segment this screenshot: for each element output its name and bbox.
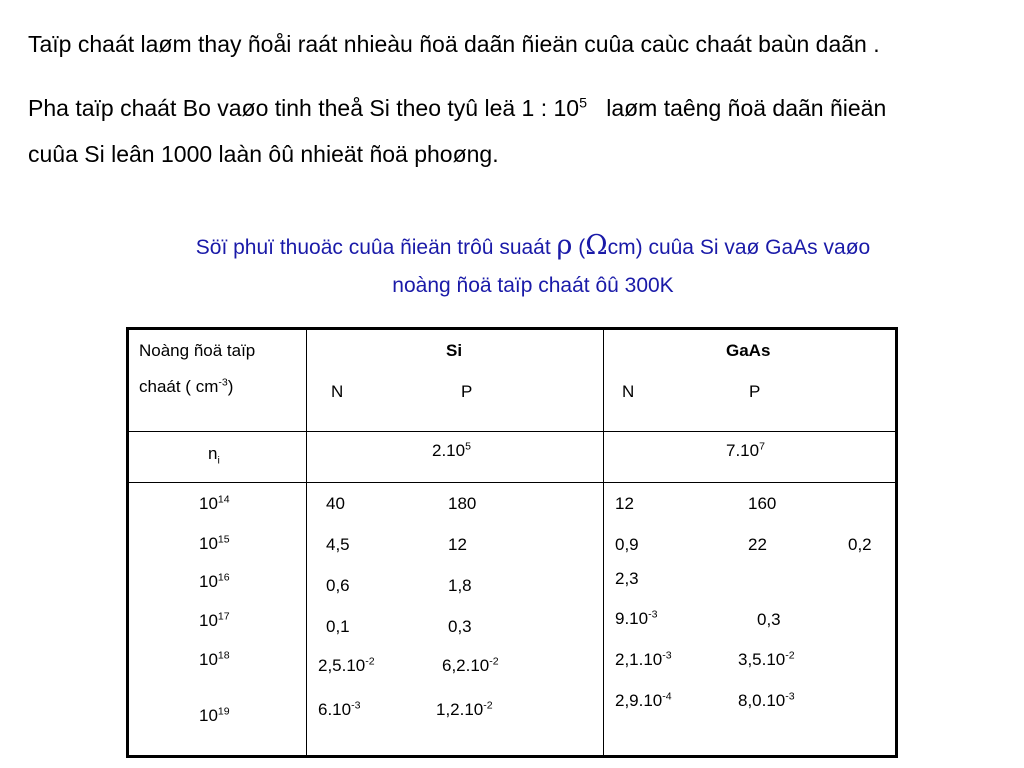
header-unit-text: chaát ( cm xyxy=(139,377,219,396)
conc-base: 10 xyxy=(199,611,218,630)
gaas-p-value: 0,3 xyxy=(757,610,781,629)
header-si xyxy=(446,341,462,361)
si-n-r4 xyxy=(326,617,350,637)
gaas-n-r3 xyxy=(615,609,657,629)
gaas-n-exponent: -4 xyxy=(662,690,672,703)
gaas-n-value: 12 xyxy=(615,494,634,513)
intro-paragraph xyxy=(28,28,880,60)
si-n-base: 2,5.10 xyxy=(318,656,366,675)
table-border-right xyxy=(895,327,898,758)
rho-symbol: ρ xyxy=(556,230,573,261)
gaas-p-value: 160 xyxy=(748,494,777,513)
si-p-r3 xyxy=(448,576,472,596)
gaas-n-base: 2,9.10 xyxy=(615,691,663,710)
caption-text-after: cm) cuûa Si vaø GaAs vaøo xyxy=(607,236,871,259)
header-concentration-unit xyxy=(139,377,233,397)
conc-exponent: 17 xyxy=(217,610,230,623)
conc-base: 10 xyxy=(199,534,218,553)
header-concentration-line1: Noàng ñoä taïp xyxy=(139,341,256,360)
conc-base: 10 xyxy=(199,494,218,513)
header-gaas-n xyxy=(622,382,634,402)
header-si-label: Si xyxy=(446,341,463,360)
table-divider-col2 xyxy=(603,327,604,758)
conc-exponent: 19 xyxy=(217,705,230,718)
si-p-r6 xyxy=(436,700,493,720)
doping-effect-text: laøm taêng ñoä daãn ñieän xyxy=(606,95,887,121)
header-unit-exponent: -3 xyxy=(218,376,228,389)
doping-ratio-text: Pha taïp chaát Bo vaøo tinh theå Si theo tyû leä 1 : 10 xyxy=(28,95,580,121)
gaas-p-exponent: -3 xyxy=(785,690,795,703)
gaas-p-r5 xyxy=(738,691,795,711)
header-unit-close: ) xyxy=(227,377,234,396)
gaas-extra-r2 xyxy=(848,535,872,555)
header-si-p xyxy=(461,382,472,402)
si-p-exponent: -2 xyxy=(489,655,499,668)
gaas-n-exponent: -3 xyxy=(662,649,672,662)
ni-gaas-value xyxy=(726,441,765,461)
si-p-r5 xyxy=(442,656,499,676)
header-gaas-label: GaAs xyxy=(726,341,771,360)
boron-doping-paragraph xyxy=(28,92,886,124)
ni-label-subscript: i xyxy=(217,454,220,467)
header-si-n xyxy=(331,382,343,402)
gaas-p-r3 xyxy=(757,610,781,630)
intro-text: Taïp chaát laøm thay ñoåi raát nhieàu ñoä daãn ñieän cuûa caùc chaát baùn daãn . xyxy=(28,31,880,57)
si-p-exponent: -2 xyxy=(483,699,493,712)
omega-symbol: Ω xyxy=(585,230,608,261)
conc-exponent: 16 xyxy=(217,571,230,584)
gaas-extra-value: 0,2 xyxy=(848,535,872,554)
table-divider-col1 xyxy=(306,327,307,758)
header-concentration xyxy=(139,341,255,361)
gaas-p-value: 22 xyxy=(748,535,767,554)
gaas-p-r1 xyxy=(748,494,776,514)
header-si-n-label: N xyxy=(331,382,344,401)
conc-1e14 xyxy=(199,494,230,514)
caption-text-line2: noàng ñoä taïp chaát ôû 300K xyxy=(392,274,674,297)
conc-base: 10 xyxy=(199,572,218,591)
gaas-n-value: 0,9 xyxy=(615,535,639,554)
si-p-value: 12 xyxy=(448,535,467,554)
conc-1e15 xyxy=(199,534,230,554)
gaas-p-base: 3,5.10 xyxy=(738,650,786,669)
si-p-r2 xyxy=(448,535,467,555)
gaas-n-base: 9.10 xyxy=(615,609,649,628)
caption-text: Söï phuï thuoäc cuûa ñieän trôû suaát xyxy=(195,236,557,259)
table-divider-row2 xyxy=(126,482,898,483)
table-border-left xyxy=(126,327,129,758)
si-n-r6 xyxy=(318,700,360,720)
si-p-base: 6,2.10 xyxy=(442,656,490,675)
header-gaas-p-label: P xyxy=(749,382,761,401)
conc-1e18 xyxy=(199,650,230,670)
si-n-r2 xyxy=(326,535,350,555)
si-p-value: 180 xyxy=(448,494,477,513)
gaas-n-r4 xyxy=(615,650,672,670)
si-p-base: 1,2.10 xyxy=(436,700,484,719)
si-n-r1 xyxy=(326,494,345,514)
ni-si-base: 2.10 xyxy=(432,441,466,460)
caption-paren: ( xyxy=(572,236,586,259)
table-divider-row1 xyxy=(126,431,898,432)
si-n-value: 0,1 xyxy=(326,617,350,636)
conc-1e17 xyxy=(199,611,230,631)
gaas-wrap-r2 xyxy=(615,569,639,589)
header-si-p-label: P xyxy=(461,382,473,401)
ni-label-text: n xyxy=(208,444,218,463)
boron-doping-paragraph-line2 xyxy=(28,138,499,170)
header-gaas xyxy=(726,341,770,361)
si-n-base: 6.10 xyxy=(318,700,352,719)
ni-gaas-exponent: 7 xyxy=(759,440,765,453)
header-gaas-p xyxy=(749,382,760,402)
gaas-wrap-value: 2,3 xyxy=(615,569,639,588)
si-n-value: 0,6 xyxy=(326,576,350,595)
si-n-exponent: -2 xyxy=(365,655,375,668)
si-p-value: 1,8 xyxy=(448,576,472,595)
si-n-r5 xyxy=(318,656,375,676)
doping-effect-text-line2: cuûa Si leân 1000 laàn ôû nhieät ñoä phoøng. xyxy=(28,141,499,167)
ni-label xyxy=(208,444,220,467)
gaas-n-r1 xyxy=(615,494,634,514)
si-p-r1 xyxy=(448,494,476,514)
si-n-exponent: -3 xyxy=(351,699,361,712)
gaas-p-exponent: -2 xyxy=(785,649,795,662)
gaas-n-r5 xyxy=(615,691,672,711)
ni-si-value xyxy=(432,441,471,461)
ni-gaas-base: 7.10 xyxy=(726,441,760,460)
si-n-value: 4,5 xyxy=(326,535,350,554)
si-p-value: 0,3 xyxy=(448,617,472,636)
ni-si-exponent: 5 xyxy=(465,440,471,453)
header-gaas-n-label: N xyxy=(622,382,635,401)
doping-ratio-exponent: 5 xyxy=(579,95,588,112)
gaas-n-r2 xyxy=(615,535,639,555)
si-n-value: 40 xyxy=(326,494,345,513)
gaas-n-base: 2,1.10 xyxy=(615,650,663,669)
table-caption-line1 xyxy=(0,232,1024,262)
gaas-p-base: 8,0.10 xyxy=(738,691,786,710)
conc-base: 10 xyxy=(199,706,218,725)
conc-1e16 xyxy=(199,572,230,592)
conc-exponent: 15 xyxy=(217,533,230,546)
table-caption-line2 xyxy=(0,272,1024,300)
table-border-bottom xyxy=(126,755,898,758)
gaas-n-exponent: -3 xyxy=(648,608,658,621)
table-border-top xyxy=(126,327,898,330)
gaas-p-r2 xyxy=(748,535,767,555)
si-p-r4 xyxy=(448,617,472,637)
conc-exponent: 14 xyxy=(217,493,230,506)
conc-exponent: 18 xyxy=(217,649,230,662)
gaas-p-r4 xyxy=(738,650,795,670)
conc-1e19 xyxy=(199,706,230,726)
conc-base: 10 xyxy=(199,650,218,669)
si-n-r3 xyxy=(326,576,350,596)
